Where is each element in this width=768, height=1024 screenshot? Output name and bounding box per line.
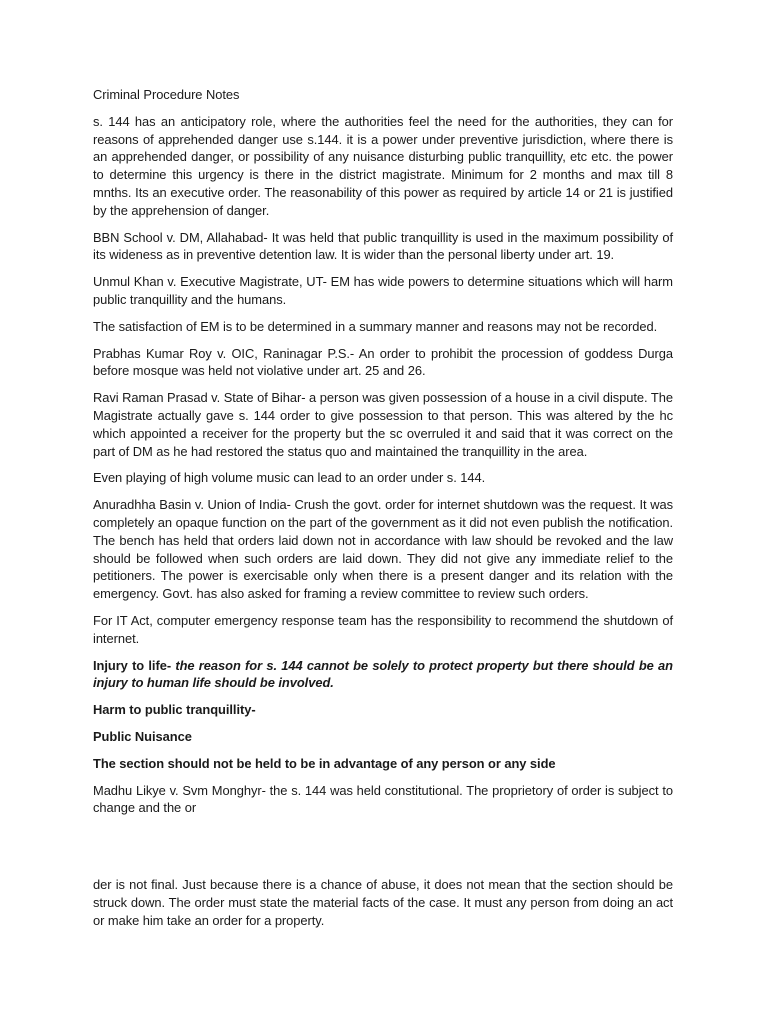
continuation-block — [93, 876, 673, 938]
paragraph-it-act: For IT Act, computer emergency response team has the responsibility to recommend the shutdown of internet. — [93, 612, 673, 646]
paragraph-prabhas-kumar-roy: Prabhas Kumar Roy v. OIC, Raninagar P.S.- An order to prohibit the procession of goddess Durga before mosque was held not violative under art. 25 and 26. — [93, 345, 673, 379]
injury-text: the reason for s. 144 cannot be solely to protect property but there should be an injury to human life should be involved. — [93, 657, 673, 691]
paragraph-s144-role: s. 144 has an anticipatory role, where the authorities feel the need for the authorities, they can for reasons of apprehended danger use s.144. it is a power under preventive jurisdiction, where there is an apprehended danger, or possibility of any nuisance disturbing public tranquillity, etc etc. the power to determine this urgency is there in the district magistrate. Minimum for 2 months and max till 8 mnths. Its an executive order. The reasonability of this power as required by article 14 or 21 is justified by the apprehension of danger. — [93, 113, 673, 218]
document-title: Criminal Procedure Notes — [93, 87, 240, 102]
paragraph-high-volume-music: Even playing of high volume music can lead to an order under s. 144. — [93, 470, 486, 486]
paragraph-unmul-khan: Unmul Khan v. Executive Magistrate, UT- EM has wide powers to determine situations which will harm public tranquillity and the humans. — [93, 274, 673, 307]
paragraph-em-satisfaction: The satisfaction of EM is to be determined in a summary manner and reasons may not be recorded. — [93, 318, 658, 334]
paragraph-bbn-school: BBN School v. DM, Allahabad- It was held that public tranquillity is used in the maximum possibility of its wideness as in preventive detention law. It is wider than the personal liberty under art. 19. — [93, 229, 673, 263]
heading-public-nuisance: Public Nuisance — [93, 728, 192, 744]
injury-label: Injury to life- — [93, 657, 172, 673]
heading-advantage: The section should not be held to be in advantage of any person or any side — [93, 755, 556, 771]
heading-harm-public-tranquillity: Harm to public tranquillity- — [93, 702, 256, 718]
paragraph-madhu-likye: Madhu Likye v. Svm Monghyr- the s. 144 was held constitutional. The proprietory of order is subject to change and the or — [93, 782, 673, 816]
paragraph-ravi-raman-prasad: Ravi Raman Prasad v. State of Bihar- a person was given possession of a house in a civil dispute. The Magistrate actually gave s. 144 order to give possession to that person. This was altered by the hc which appointed a receiver for the property but the sc overruled it and said that it was correct on the part of DM as he had restored the status quo and maintained the tranquillity in the area. — [93, 390, 673, 459]
paragraph-anuradhha-basin: Anuradhha Basin v. Union of India- Crush the govt. order for internet shutdown was the request. It was completely an opaque function on the part of the government as it did not even publish the notification. The bench has held that orders laid down not in accordance with law should be revoked and the law should be followed when such orders are laid down. They did not give any immediate relief to the petitioners. The power is exercisable only when there is a present danger and its relation with the emergency. Govt. has also asked for framing a review committee to review such orders. — [93, 497, 673, 602]
paragraph-injury-to-life — [93, 657, 673, 693]
paragraph-continuation: der is not final. Just because there is a chance of abuse, it does not mean that the section should be struck down. The order must state the material facts of the case. It must any person from doing an act or make him take an order for a property. — [93, 877, 673, 928]
document-body — [93, 86, 673, 826]
